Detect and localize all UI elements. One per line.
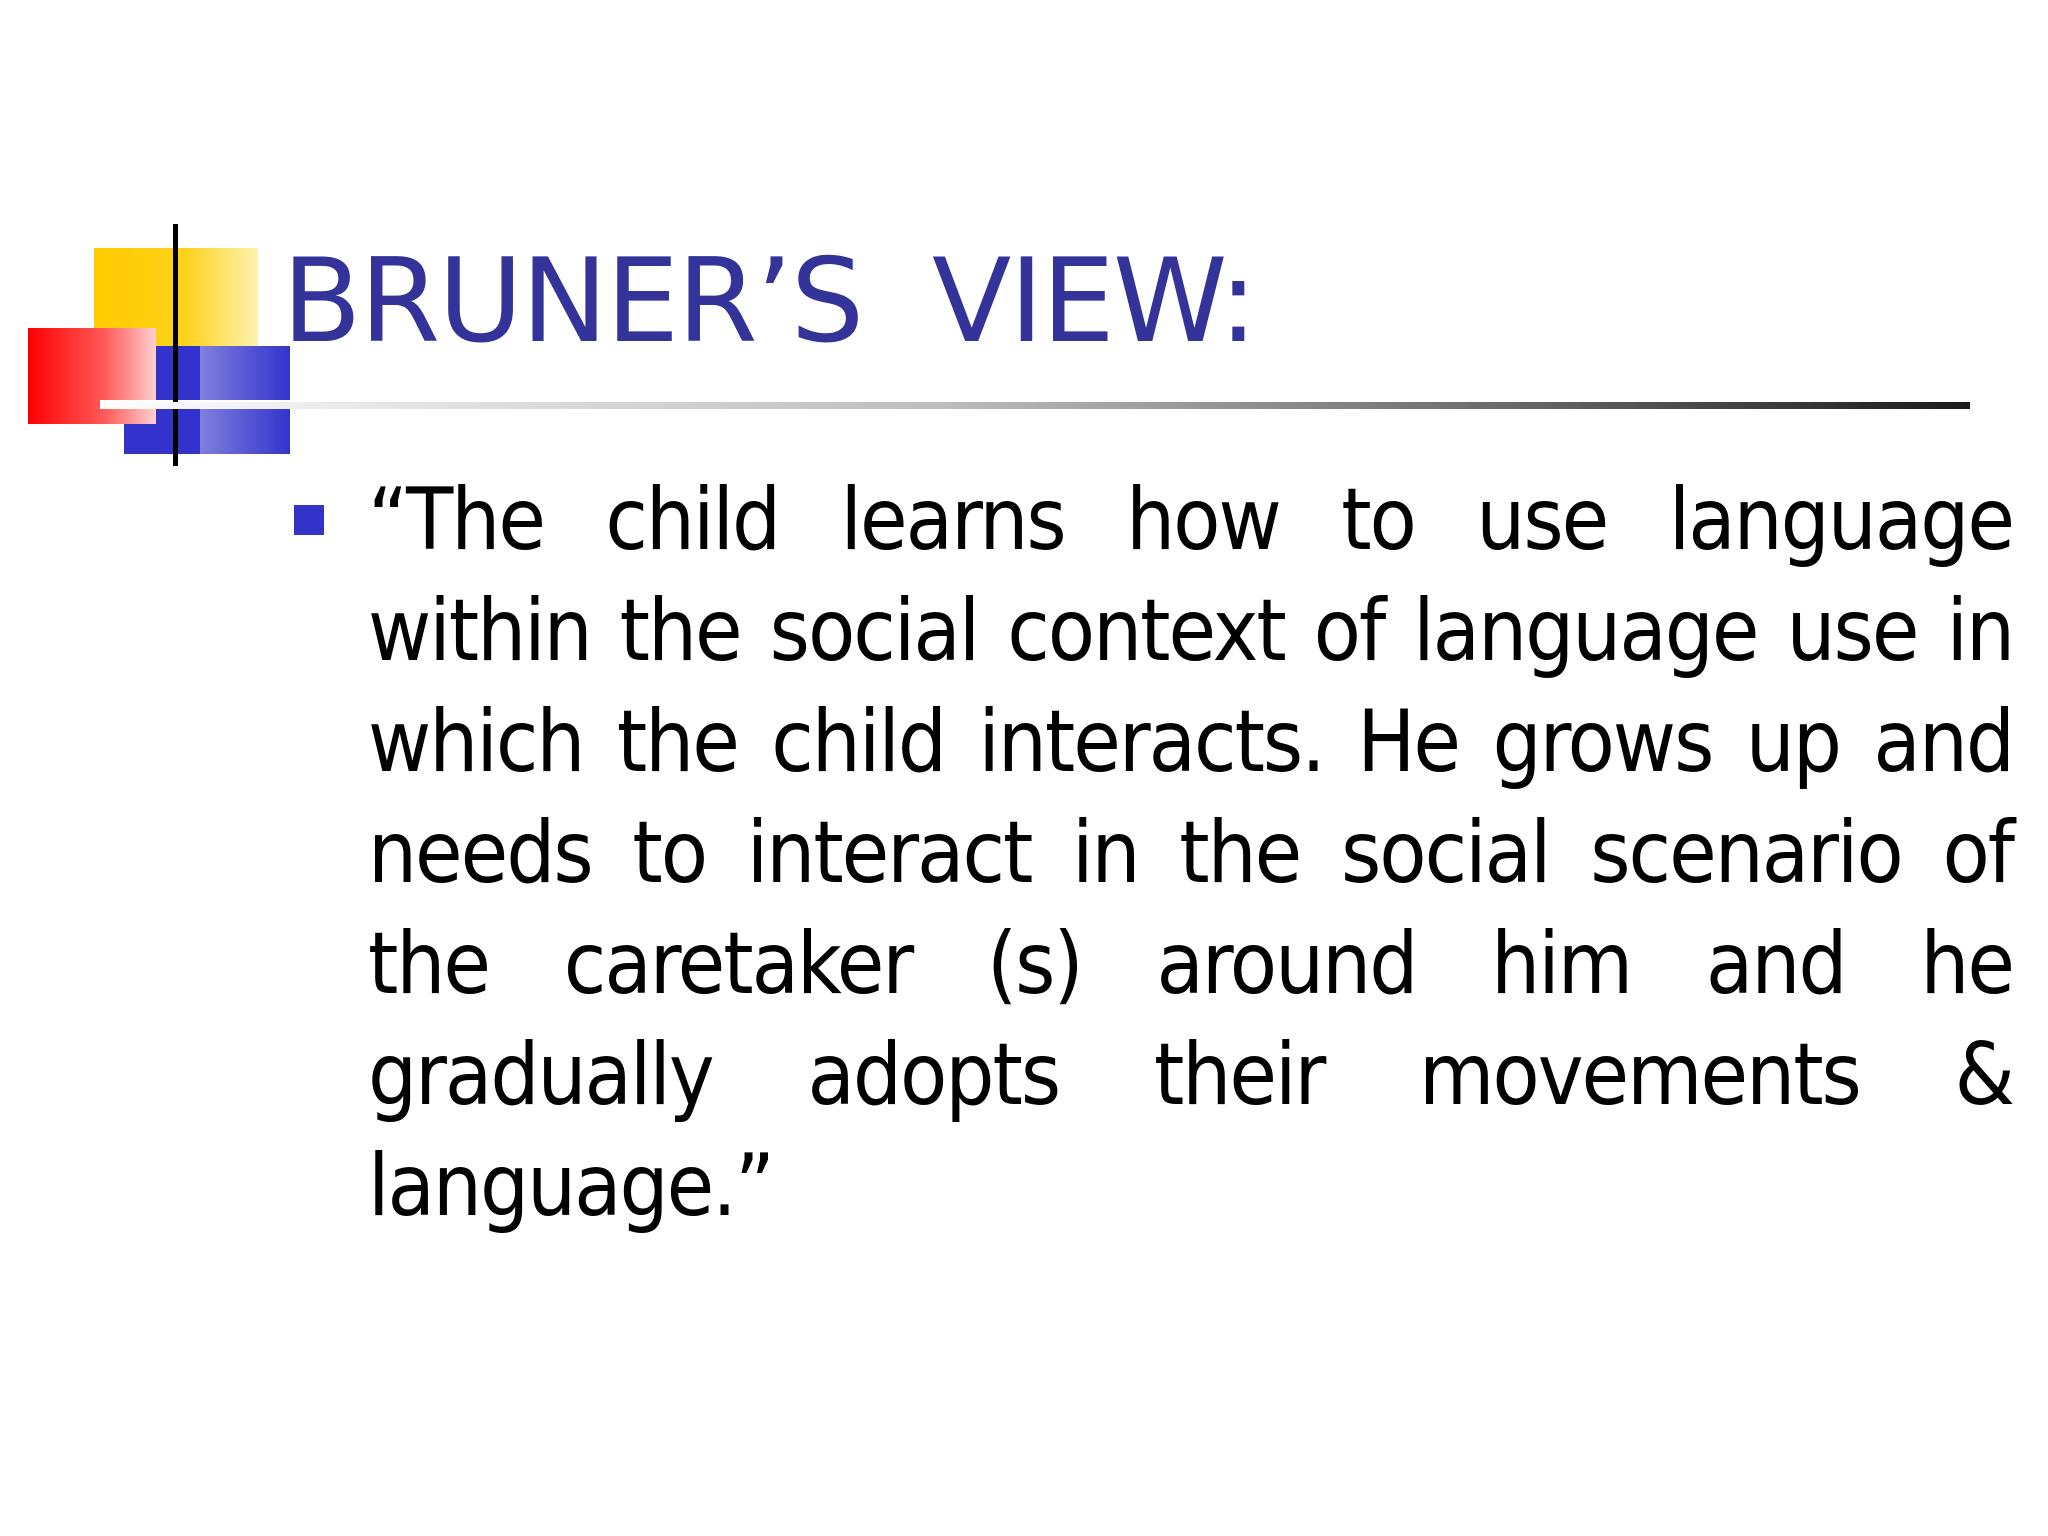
slide-body — [290, 465, 2013, 1242]
bullet-text: “The child learns how to use language within the social context of language use in which the child interacts. He grows up and needs to interact in the social scenario of the caretaker (s) around him and he gradually adopts their movements & language.” — [368, 470, 2013, 1236]
square-bullet-icon — [294, 505, 324, 535]
bullet-item — [290, 465, 2013, 1242]
slide-title: BRUNER’S VIEW: — [282, 234, 1256, 369]
title-underline-rule — [100, 402, 1970, 409]
